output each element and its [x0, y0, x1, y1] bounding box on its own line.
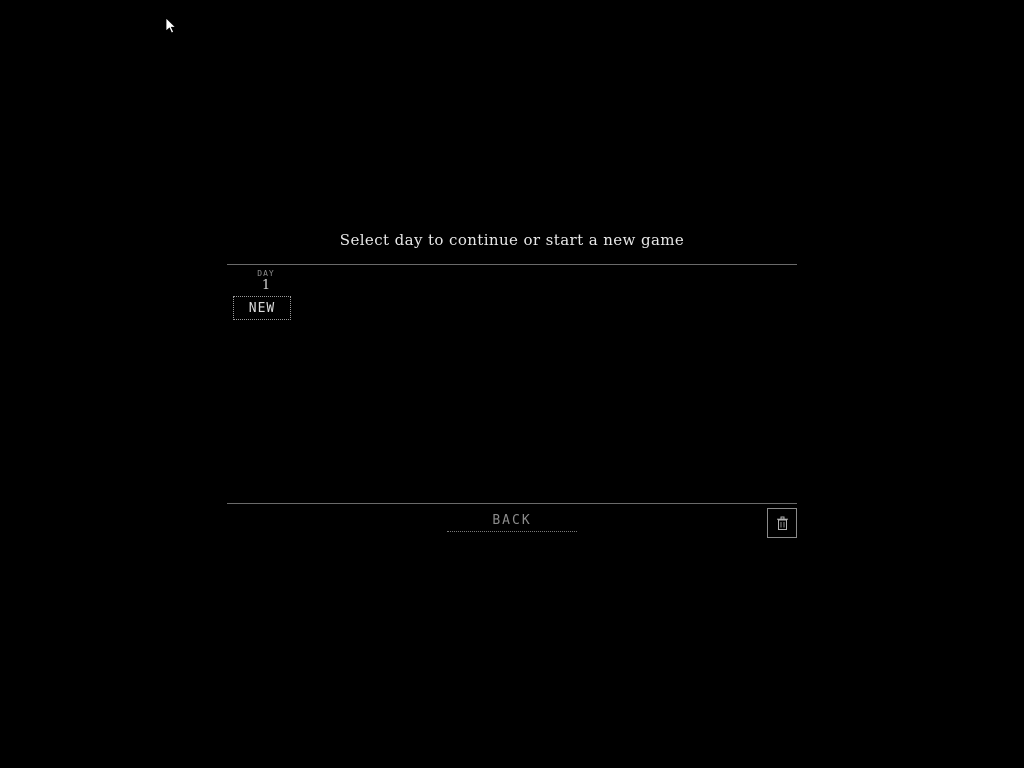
mouse-pointer-icon [166, 18, 178, 36]
footer-bar [227, 505, 797, 543]
new-game-button[interactable]: NEW [233, 296, 291, 320]
back-button[interactable]: BACK [447, 513, 577, 532]
save-slot-list [227, 268, 797, 500]
page-title: Select day to continue or start a new game [339, 231, 685, 249]
save-slot-day-number: 1 [261, 278, 271, 293]
save-slot-day-label: DAY [257, 269, 275, 278]
divider-top [227, 264, 797, 265]
delete-save-button[interactable] [767, 508, 797, 538]
divider-bottom [227, 503, 797, 504]
trash-icon [776, 516, 789, 531]
save-slot[interactable] [233, 268, 299, 320]
